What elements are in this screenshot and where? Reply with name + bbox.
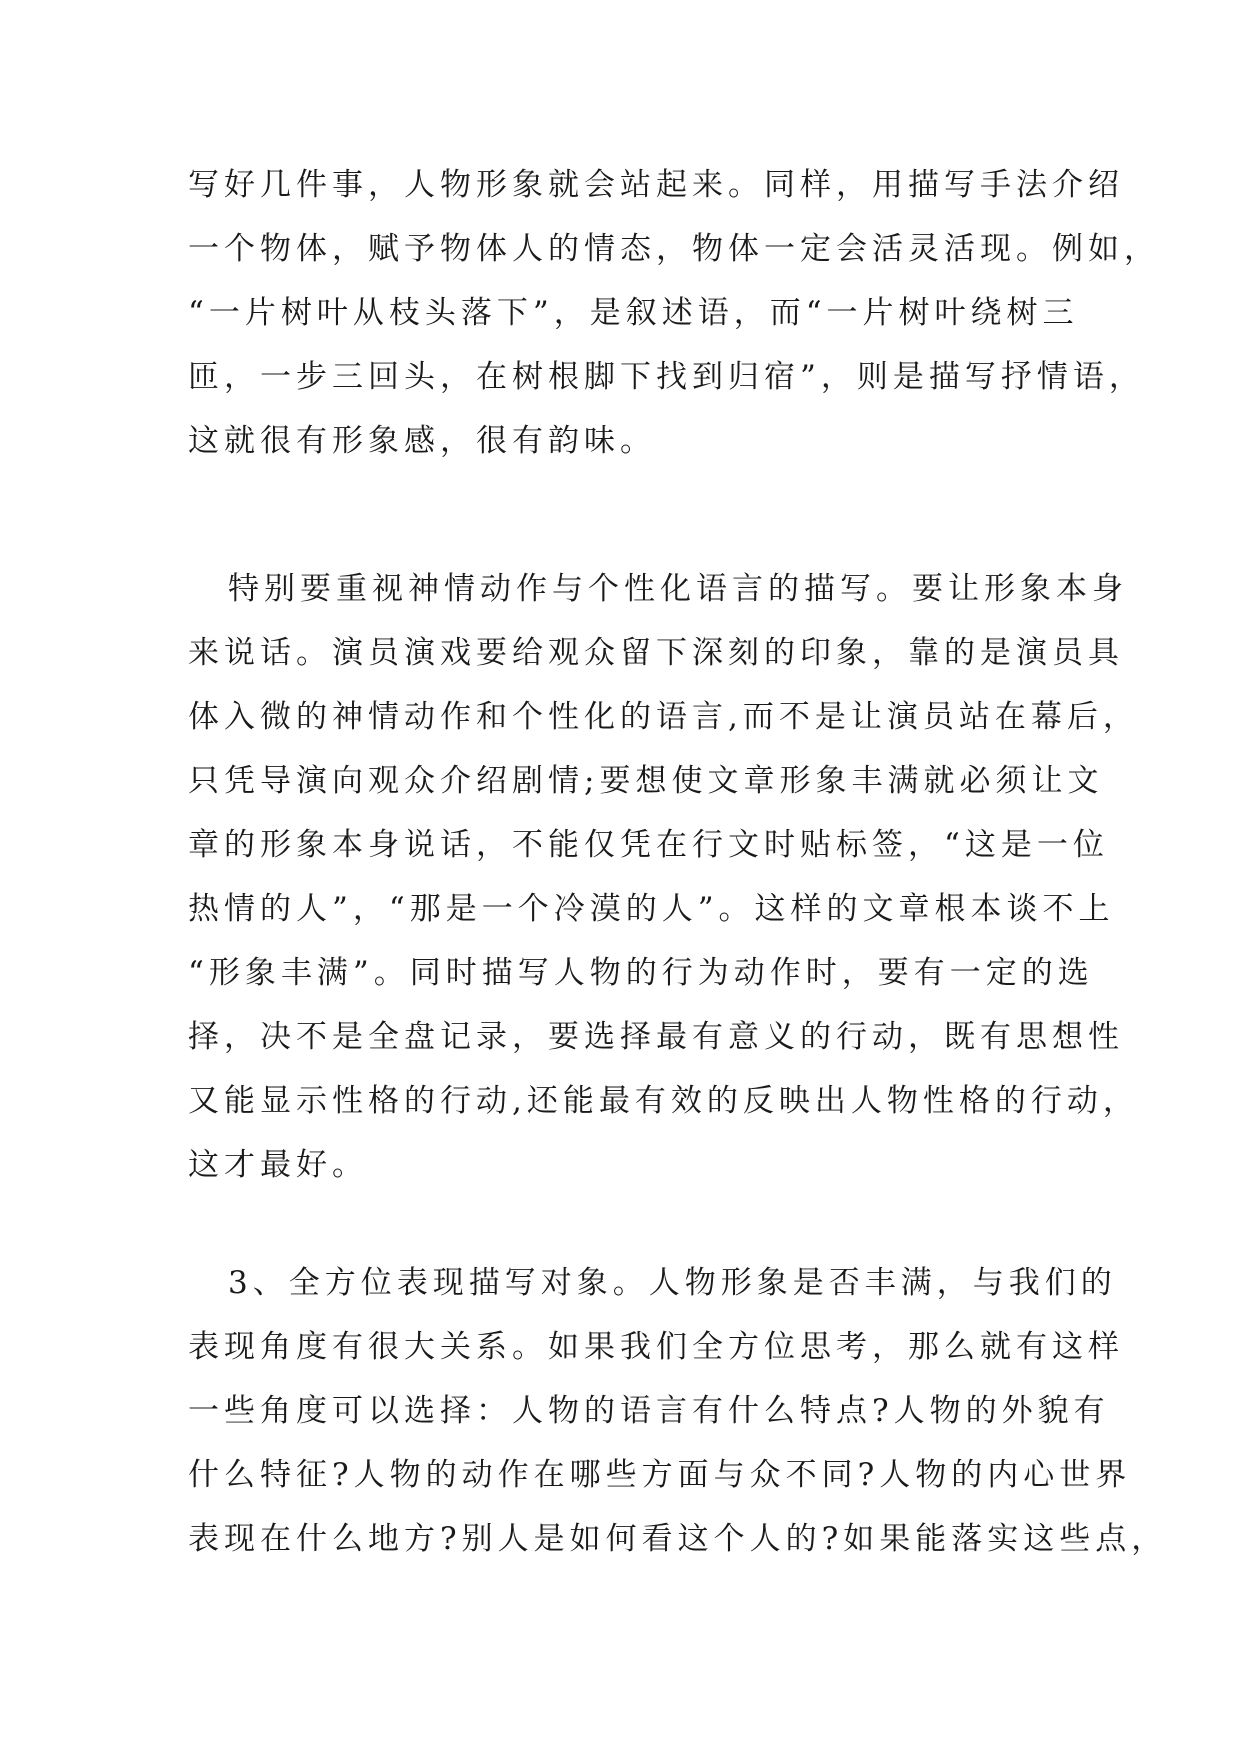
text-line: “一片树叶从枝头落下”，是叙述语，而“一片树叶绕树三 <box>188 295 1079 331</box>
text-line: 来说话。演员演戏要给观众留下深刻的印象，靠的是演员具 <box>188 635 1124 671</box>
text-line: 表现在什么地方?别人是如何看这个人的?如果能落实这些点， <box>188 1521 1168 1557</box>
text-line: “形象丰满”。同时描写人物的行为动作时，要有一定的选 <box>188 955 1094 991</box>
text-line: 3、全方位表现描写对象。人物形象是否丰满，与我们的 <box>228 1265 1117 1301</box>
text-line: 特别要重视神情动作与个性化语言的描写。要让形象本身 <box>228 571 1128 607</box>
paragraph-1 <box>188 153 1160 473</box>
text-line: 这就很有形象感，很有韵味。 <box>188 423 656 459</box>
text-line: 体入微的神情动作和个性化的语言,而不是让演员站在幕后， <box>188 699 1139 735</box>
text-line: 写好几件事，人物形象就会站起来。同样，用描写手法介绍 <box>188 167 1124 203</box>
text-line: 章的形象本身说话，不能仅凭在行文时贴标签，“这是一位 <box>188 827 1109 863</box>
text-line: 什么特征?人物的动作在哪些方面与众不同?人物的内心世界 <box>188 1457 1132 1493</box>
text-line: 匝，一步三回头，在树根脚下找到归宿”，则是描写抒情语， <box>188 359 1145 395</box>
text-line: 这才最好。 <box>188 1147 368 1183</box>
text-line: 又能显示性格的行动,还能最有效的反映出人物性格的行动， <box>188 1083 1139 1119</box>
text-line: 只凭导演向观众介绍剧情;要想使文章形象丰满就必须让文 <box>188 763 1104 799</box>
text-line: 热情的人”，“那是一个冷漠的人”。这样的文章根本谈不上 <box>188 891 1115 927</box>
paragraph-2 <box>188 557 1139 1197</box>
text-line: 一些角度可以选择：人物的语言有什么特点?人物的外貌有 <box>188 1393 1110 1429</box>
text-line: 择，决不是全盘记录，要选择最有意义的行动，既有思想性 <box>188 1019 1124 1055</box>
paragraph-3 <box>188 1251 1168 1571</box>
text-line: 一个物体，赋予物体人的情态，物体一定会活灵活现。例如， <box>188 231 1160 267</box>
text-line: 表现角度有很大关系。如果我们全方位思考，那么就有这样 <box>188 1329 1124 1365</box>
